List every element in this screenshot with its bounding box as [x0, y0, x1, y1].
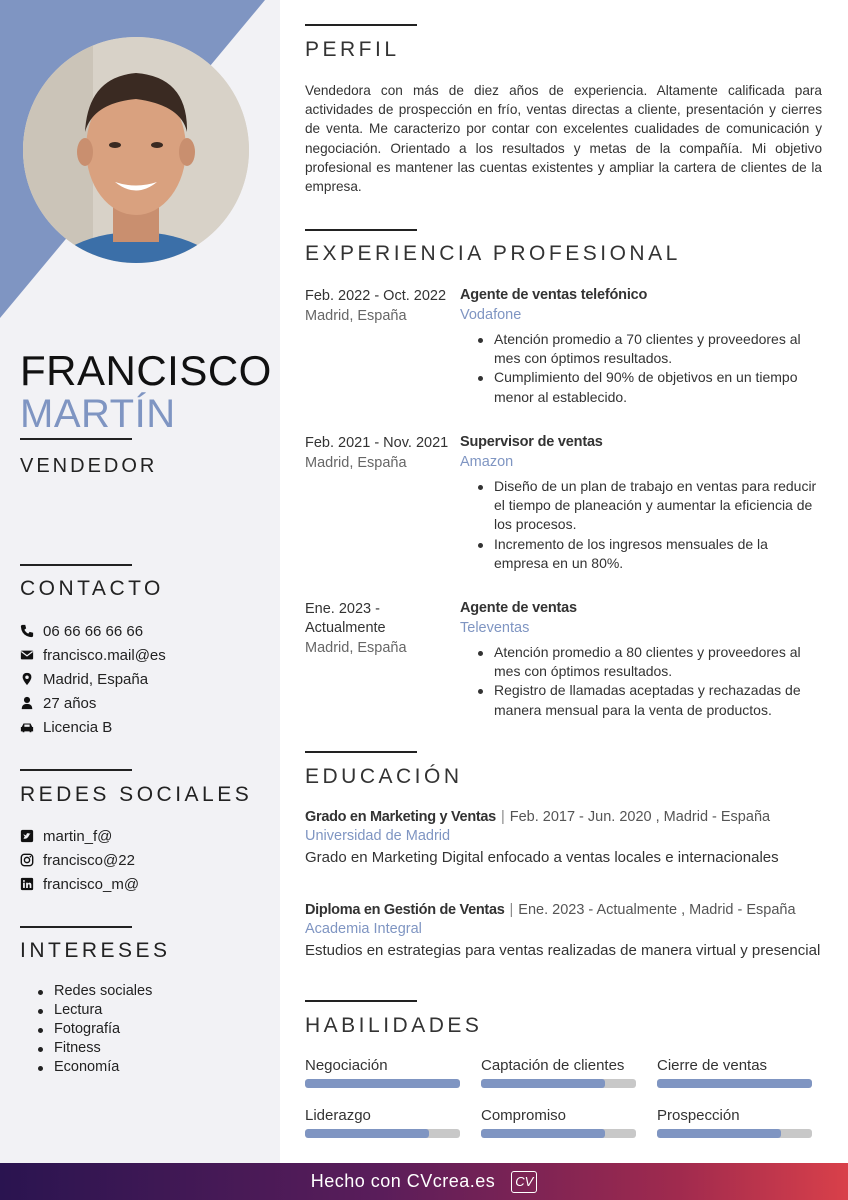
contact-age — [20, 691, 166, 715]
contact-phone-text: 06 66 66 66 66 — [43, 622, 144, 640]
social-instagram[interactable] — [20, 848, 139, 872]
interest-item: Redes sociales — [38, 982, 152, 1001]
contact-location-text: Madrid, España — [43, 670, 149, 688]
education-heading: EDUCACIÓN — [305, 765, 463, 788]
skill-label: Prospección — [657, 1107, 740, 1124]
education-divider — [305, 751, 417, 753]
education-header — [305, 902, 825, 918]
twitter-icon — [20, 829, 34, 843]
education-institution: Universidad de Madrid — [305, 828, 451, 844]
first-name: FRANCISCO — [20, 347, 272, 394]
social-instagram-text: francisco@22 — [43, 851, 135, 869]
contact-license-text: Licencia B — [43, 718, 113, 736]
skill-label: Cierre de ventas — [657, 1057, 768, 1074]
contact-age-text: 27 años — [43, 694, 97, 712]
education-details: Ene. 2023 - Actualmente , Madrid - España — [518, 902, 796, 918]
job-title: Agente de ventas telefónico — [460, 287, 648, 303]
skill-bar-fill — [657, 1079, 812, 1088]
job-bullets — [494, 477, 824, 573]
skill-bar — [481, 1129, 636, 1138]
job-company: Vodafone — [460, 307, 522, 323]
instagram-icon — [20, 853, 34, 867]
job-title: Agente de ventas — [460, 600, 577, 616]
skill-item — [305, 1107, 460, 1138]
skill-bar-fill — [305, 1079, 460, 1088]
sidebar — [0, 0, 280, 1163]
envelope-icon — [20, 648, 34, 662]
job-date: Feb. 2021 - Nov. 2021 — [305, 435, 449, 451]
footer-text[interactable]: Hecho con CVcrea.es — [310, 1171, 496, 1191]
map-pin-icon — [20, 672, 34, 686]
user-icon — [20, 696, 34, 710]
skill-item — [305, 1057, 460, 1088]
linkedin-icon — [20, 877, 34, 891]
cvcrea-logo-icon: CV — [511, 1171, 537, 1193]
skill-bar-fill — [481, 1079, 605, 1088]
job-bullet: Diseño de un plan de trabajo en ventas para reducir el tiempo de planeación y aumentar la eficiencia de los procesos. — [494, 477, 824, 535]
job-bullet: Incremento de los ingresos mensuales de la empresa en un 80%. — [494, 535, 824, 573]
skill-bar — [481, 1079, 636, 1088]
skill-bar-fill — [305, 1129, 429, 1138]
social-divider — [20, 769, 132, 771]
education-description: Grado en Marketing Digital enfocado a ventas locales e internacionales — [305, 849, 779, 866]
job-bullet: Registro de llamadas aceptadas y rechazadas de manera mensual para la venta de productos. — [494, 681, 824, 719]
education-description: Estudios en estrategias para ventas realizadas de manera virtual y presencial — [305, 942, 821, 959]
social-heading: REDES SOCIALES — [20, 783, 253, 806]
contact-phone[interactable] — [20, 619, 166, 643]
job-company: Televentas — [460, 620, 530, 636]
education-separator: | — [509, 902, 514, 918]
interests-divider — [20, 926, 132, 928]
contact-email[interactable] — [20, 643, 166, 667]
job-location: Madrid, España — [305, 640, 407, 656]
skill-label: Compromiso — [481, 1107, 567, 1124]
skills-heading: HABILIDADES — [305, 1014, 483, 1037]
contact-divider — [20, 564, 132, 566]
social-linkedin-text: francisco_m@ — [43, 875, 140, 893]
phone-icon — [20, 624, 34, 638]
car-icon — [20, 720, 34, 734]
interest-item: Fitness — [38, 1039, 152, 1058]
contact-email-text: francisco.mail@es — [43, 646, 166, 664]
perfil-heading: PERFIL — [305, 38, 400, 61]
skill-label: Captación de clientes — [481, 1057, 625, 1074]
skill-item — [481, 1057, 636, 1088]
skill-bar — [657, 1079, 812, 1088]
job-bullets — [494, 643, 824, 720]
interests-heading: INTERESES — [20, 939, 171, 962]
job-title: Supervisor de ventas — [460, 434, 603, 450]
skill-label: Liderazgo — [305, 1107, 371, 1124]
skill-item — [657, 1057, 812, 1088]
interest-item: Fotografía — [38, 1020, 152, 1039]
job-bullet: Atención promedio a 70 clientes y proveedores al mes con óptimos resultados. — [494, 330, 824, 368]
education-entry — [305, 902, 825, 959]
experience-divider — [305, 229, 417, 231]
skill-item — [481, 1107, 636, 1138]
contact-list — [20, 619, 166, 739]
job-location: Madrid, España — [305, 455, 407, 471]
perfil-divider — [305, 24, 417, 26]
job-date: Feb. 2022 - Oct. 2022 — [305, 288, 447, 304]
job-location: Madrid, España — [305, 308, 407, 324]
contact-license — [20, 715, 166, 739]
interest-item: Economía — [38, 1058, 152, 1077]
contact-location — [20, 667, 166, 691]
education-header — [305, 809, 825, 825]
skill-bar — [657, 1129, 812, 1138]
skill-item — [657, 1107, 812, 1138]
perfil-text: Vendedora con más de diez años de experiencia. Altamente calificada para actividades de prospección en frío, ventas directas a cliente, presentación y cierres de venta. Me caracterizo por contar con excelentes cualidades de comunicación y negociación. Orientado a los resultados y metas de la compañía. Mi objetivo profesional es mantener las cuentas existentes y ampliar la cartera de clientes de la empresa. — [305, 83, 822, 195]
interest-item: Lectura — [38, 1001, 152, 1020]
education-separator: | — [500, 809, 505, 825]
social-twitter[interactable] — [20, 824, 139, 848]
skill-bar-fill — [657, 1129, 781, 1138]
education-degree: Diploma en Gestión de Ventas — [305, 902, 505, 918]
education-degree: Grado en Marketing y Ventas — [305, 809, 496, 825]
social-twitter-text: martin_f@ — [43, 827, 113, 845]
education-entry — [305, 809, 825, 866]
skill-bar-fill — [481, 1129, 605, 1138]
last-name: MARTÍN — [20, 392, 176, 436]
contact-heading: CONTACTO — [20, 577, 164, 600]
education-institution: Academia Integral — [305, 921, 422, 937]
footer-banner[interactable] — [0, 1163, 848, 1200]
social-list — [20, 824, 139, 896]
skill-label: Negociación — [305, 1057, 388, 1074]
skills-divider — [305, 1000, 417, 1002]
job-date: Ene. 2023 - Actualmente — [305, 601, 386, 636]
job-role: VENDEDOR — [20, 455, 158, 477]
name-divider — [20, 438, 132, 440]
job-company: Amazon — [460, 454, 514, 470]
social-linkedin[interactable] — [20, 872, 139, 896]
experience-heading: EXPERIENCIA PROFESIONAL — [305, 242, 681, 265]
job-bullet: Cumplimiento del 90% de objetivos en un tiempo menor al establecido. — [494, 368, 824, 406]
skill-bar — [305, 1129, 460, 1138]
skill-bar — [305, 1079, 460, 1088]
job-bullets — [494, 330, 824, 407]
interests-list — [38, 982, 152, 1077]
education-details: Feb. 2017 - Jun. 2020 , Madrid - España — [509, 809, 771, 825]
profile-photo — [23, 37, 249, 263]
job-bullet: Atención promedio a 80 clientes y proveedores al mes con óptimos resultados. — [494, 643, 824, 681]
